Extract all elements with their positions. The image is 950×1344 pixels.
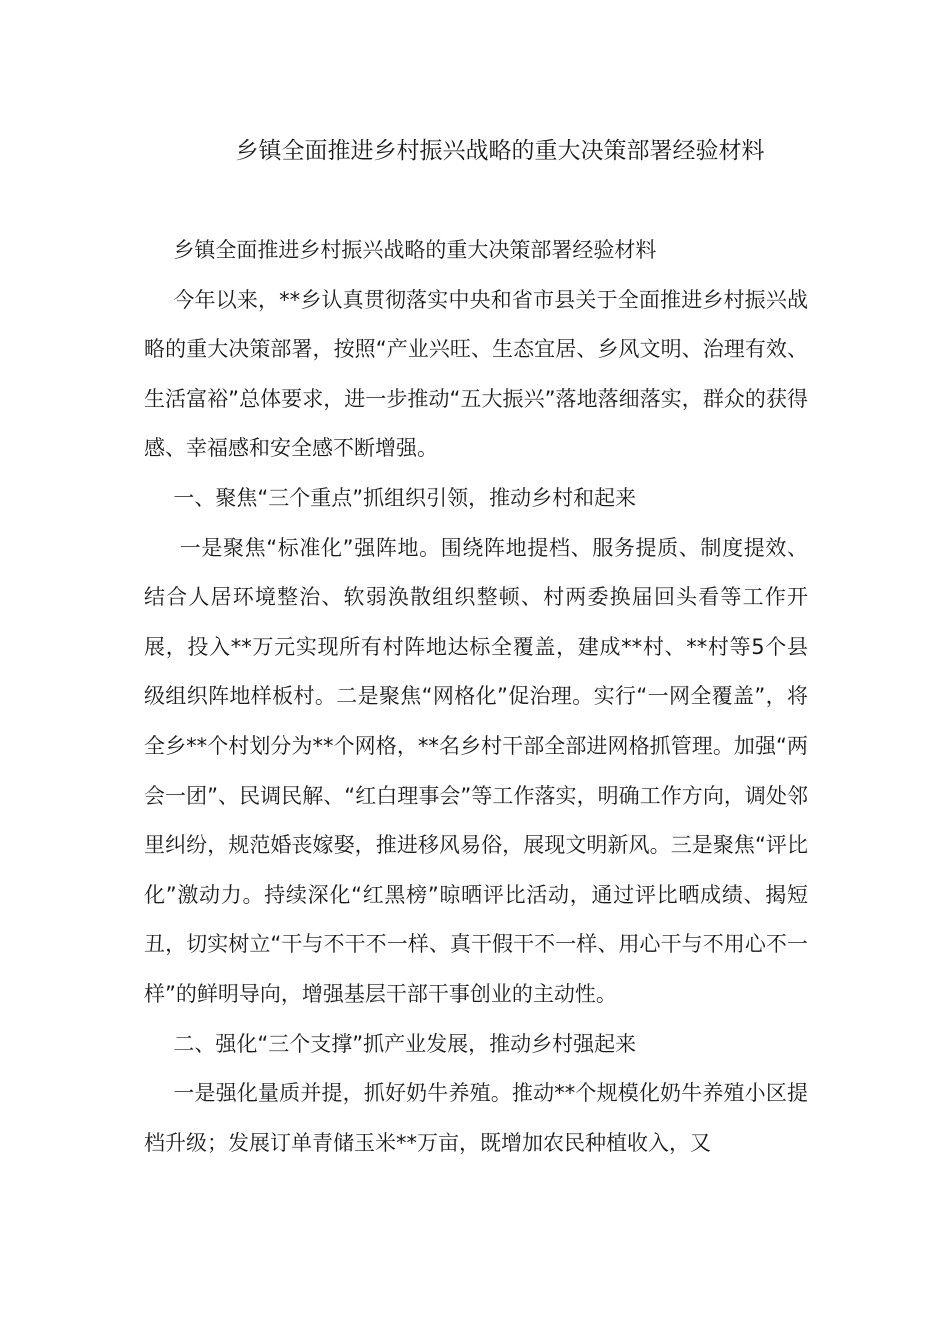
- document-body: [144, 226, 808, 1168]
- paragraph-subtitle: 乡镇全面推进乡村振兴战略的重大决策部署经验材料: [173, 238, 657, 262]
- section-heading-1: 一、聚焦“三个重点”抓组织引领，推动乡村和起来: [173, 485, 637, 510]
- paragraph-section-2: 一是强化量质并提，抓好奶牛养殖。推动**个规模化奶牛养殖小区提档升级；发展订单青储玉米**万亩，既增加农民种植收入，又: [144, 1081, 808, 1155]
- section-heading-2: 二、强化“三个支撑”抓产业发展，推动乡村强起来: [173, 1031, 637, 1056]
- document-title: 乡镇全面推进乡村振兴战略的重大决策部署经验材料: [235, 138, 765, 164]
- paragraph-section-1: 一是聚焦“标准化”强阵地。围绕阵地提档、服务提质、制度提效、结合人居环境整治、软弱涣散组织整顿、村两委换届回头看等工作开展，投入**万元实现所有村阵地达标全覆盖，建成**村、**村等5个县级组织阵地样板村。二是聚焦“网格化”促治理。实行“一网全覆盖”，将全乡**个村划分为**个网格，**名乡村干部全部进网格抓管理。加强“两会一团”、民调民解、“红白理事会”等工作落实，明确工作方向，调处邻里纠纷，规范婚丧嫁娶，推进移风易俗，展现文明新风。三是聚焦“评比化”激动力。持续深化“红黑榜”晾晒评比活动，通过评比晒成绩、揭短丑，切实树立“干与不干不一样、真干假干不一样、用心干与不用心不一样”的鲜明导向，增强基层干部干事创业的主动性。: [144, 535, 808, 1006]
- paragraph-intro: 今年以来，**乡认真贯彻落实中央和省市县关于全面推进乡村振兴战略的重大决策部署，按照“产业兴旺、生态宜居、乡风文明、治理有效、生活富裕”总体要求，进一步推动“五大振兴”落地落细落实，群众的获得感、幸福感和安全感不断增强。: [144, 287, 808, 461]
